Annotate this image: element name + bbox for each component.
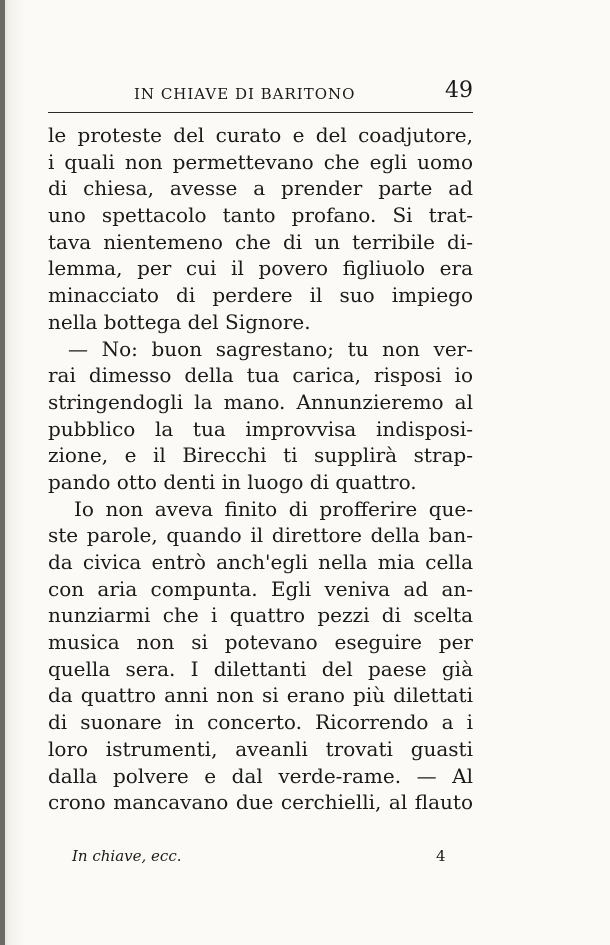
page-number: 49 <box>445 78 473 103</box>
text-line: musica non si potevano eseguire per <box>48 630 473 655</box>
text-line: di chiesa, avesse a prender parte ad <box>48 176 473 201</box>
text-line: tava nientemeno che di un terribile di- <box>48 229 473 254</box>
signature-mark: 4 <box>436 847 446 865</box>
text-line: crono mancavano due cerchielli, al flauto <box>48 790 473 815</box>
text-line: da civica entrò anch'egli nella mia cella <box>48 550 473 574</box>
text-line: minacciato di perdere il suo impiego <box>48 283 473 308</box>
running-title: IN CHIAVE DI BARITONO <box>134 85 356 103</box>
signature-footer <box>72 847 452 871</box>
text-line: le proteste del curato e del coadjutore, <box>48 123 473 147</box>
text-line: stringendogli la mano. Annunzieremo al <box>48 389 473 414</box>
page-binding-edge <box>0 0 5 945</box>
text-line: nunziarmi che i quattro pezzi di scelta <box>48 603 473 628</box>
text-line: pando otto denti in luogo di quattro. <box>48 469 417 494</box>
text-line: di suonare in concerto. Ricorrendo a i <box>48 710 473 735</box>
text-line: con aria compunta. Egli veniva ad an- <box>48 576 473 601</box>
text-line: Io non aveva finito di profferire que- <box>74 496 473 521</box>
text-line: rai dimesso della tua carica, risposi io <box>48 363 473 388</box>
text-line: ste parole, quando il direttore della ban- <box>48 523 473 548</box>
text-line: nella bottega del Signore. <box>48 309 311 334</box>
running-header <box>48 78 473 108</box>
text-line: i quali non permettevano che egli uomo <box>48 149 473 174</box>
text-line: quella sera. I dilettanti del paese già <box>48 656 473 681</box>
text-line: da quattro anni non si erano più dilettati <box>48 683 473 708</box>
body-text <box>48 122 473 816</box>
header-rule <box>48 112 473 113</box>
text-line: uno spettacolo tanto profano. Si trat- <box>48 203 473 228</box>
text-line: dalla polvere e dal verde-rame. — Al <box>48 763 473 788</box>
text-line: pubblico la tua improvvisa indisposi- <box>48 416 473 441</box>
signature-title: In chiave, ecc. <box>72 847 182 865</box>
text-line: lemma, per cui il povero figliuolo era <box>48 256 473 281</box>
text-line: — No: buon sagrestano; tu non ver- <box>68 336 473 361</box>
text-line: loro istrumenti, aveanli trovati guasti <box>48 736 473 761</box>
text-line: zione, e il Birecchi ti supplirà strap- <box>48 443 473 468</box>
